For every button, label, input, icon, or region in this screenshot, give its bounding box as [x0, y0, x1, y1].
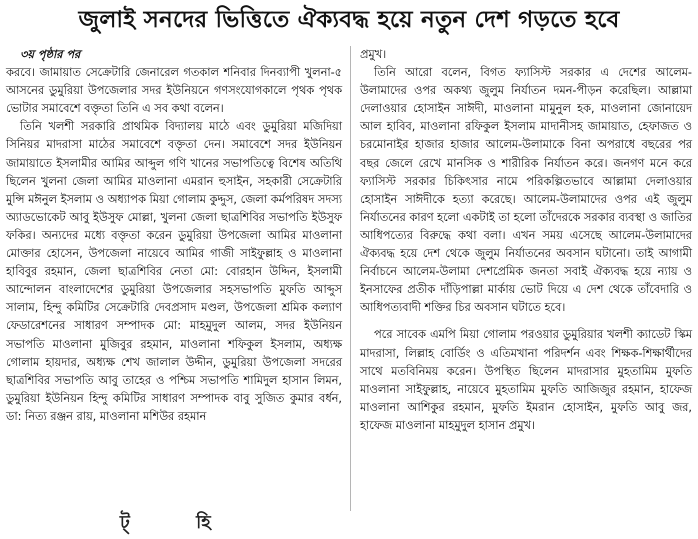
continued-from-label: ৩য় পৃষ্ঠার পর	[20, 48, 81, 61]
article-column-right	[360, 46, 692, 516]
paragraph: তিনি আরো বলেন, বিগত ফ্যাসিস্ট সরকার এ দেশের আলেম-উলামাদের ওপর অকথ্য জুলুম নির্যাতন দমন-পীড়ন করেছিল। আল্লামা দেলাওয়ার হোসাইন সাঈদী, মাওলানা মামুনুল হক, মাওলানা জোনায়েদ আল হাবিব, মাওলানা রফিকুল ইসলাম মাদানীসহ জামায়াত, হেফাজত ও চরমোনাইর হাজার হাজার আলেম-উলামাকে বিনা অপরাধে বছরের পর বছর জেলে রেখে মানসিক ও শারীরিক নির্যাতন করে। জনগণ মনে করে ফ্যাসিস্ট সরকার চিকিৎসার নামে পরিকল্পিতভাবে আল্লামা দেলাওয়ার হোসাইন সাঈদীকে হত্যা করেছে। আলেম-উলামাদের ওপর এই জুলুম নির্যাতনের কারণ হলো একটাই তা হলো তাঁদেরকে সরকার ব্যবস্থা ও জাতির আধিপত্যের বিরুদ্ধে কথা বলা। এখন সময় এসেছে আলেম-উলামাদের ঐক্যবদ্ধ হয়ে দেশ থেকে জুলুম নির্যাতনের অবসান ঘটানো। তাই আগামী নির্বাচনে আলেম-উলামা দেশপ্রেমিক জনতা সবাই ঐক্যবদ্ধ হয়ে ন্যায় ও ইনসাফের প্রতীক দাঁড়িপাল্লা মার্কায় ভোট দিয়ে এ দেশ থেকে তাঁবেদারি ও আধিপত্যবাদী শক্তির চির অবসান ঘটাতে হবে।	[360, 66, 693, 315]
paragraph: করবে। জামায়াত সেক্রেটারি জেনারেল গতকাল শনিবার দিনব্যাপী খুলনা-৫ আসনের ডুমুরিয়া উপজেলার সদর ইউনিয়নে গণসংযোগকালে পৃথক পৃথক ভোটার সমাবেশে বক্তৃতা তিনি এ সব কথা বলেন।	[6, 66, 342, 116]
headline: জুলাই সনদের ভিত্তিতে ঐক্যবদ্ধ হয়ে নতুন দেশ গড়তে হবে	[78, 7, 620, 33]
cropped-next-headline	[0, 512, 698, 533]
paragraph: পরে সাবেক এমপি মিয়া গোলাম পরওয়ার ডুমুরিয়ার খলশী ক্যাডেট স্কিম মাদরাসা, লিল্লাহ বোর্ডিং ও এতিমখানা পরিদর্শন এবং শিক্ষক-শিক্ষার্থীদের সাথে মতবিনিময় করেন। উপস্থিত ছিলেন মাদরাসার মুহতামিম মুফতি মাওলানা সাইফুল্লাহ, নায়েবে মুহতামিম মুফতি আজিজুর রহমান, হাফেজ মাওলানা আশিকুর রহমান, মুফতি ইমরান হোসাইন, মুফতি আবু জর, হাফেজ মাওলানা মাহমুদুল হাসান প্রমুখ।	[360, 328, 692, 432]
article-column-left	[6, 46, 342, 516]
paragraph: তিনি খলশী সরকারি প্রাথমিক বিদ্যালয় মাঠে এবং ডুমুরিয়া মজিদিয়া সিনিয়র মাদরাসা মাঠের সমাবেশে বক্তৃতা দেন। সমাবেশে সদর ইউনিয়ন জামায়াতে ইসলামীর আমির আব্দুল গণি খানের সভাপতিত্বে বিশেষ অতিথি ছিলেন খুলনা জেলা আমির মাওলানা এমরান হুসাইন, সহকারী সেক্রেটারি মুন্সি মঈনুল ইসলাম ও অধ্যাপক মিয়া গোলাম কুদ্দুস, জেলা কর্মপরিষদ সদস্য অ্যাডভোকেট আবু ইউসুফ মোল্লা, খুলনা জেলা ছাত্রশিবির সভাপতি ইউসুফ ফকির। অন্যদের মধ্যে বক্তৃতা করেন ডুমুরিয়া উপজেলা আমির মাওলানা মোক্তার হোসেন, উপজেলা নায়েবে আমির গাজী সাইফুল্লাহ ও মাওলানা হাবিবুর রহমান, জেলা ছাত্রশিবির নেতা মো: বোরহান উদ্দিন, ইসলামী আন্দোলন বাংলাদেশের ডুমুরিয়া উপজেলার সহসভাপতি মুফতি আব্দুস সালাম, হিন্দু কমিটির সেক্রেটারি দেবপ্রসাদ মণ্ডল, উপজেলা শ্রমিক কল্যাণ ফেডারেশনের সাধারণ সম্পাদক মো: মাহমুদুল আলম, সদর ইউনিয়ন সভাপতি মাওলানা মুজিবুর রহমান, মাওলানা শফিকুল ইসলাম, অধ্যক্ষ গোলাম হায়দার, অধ্যক্ষ শেখ জালাল উদ্দীন, ডুমুরিয়া উপজেলা সদরের ছাত্রশিবির সভাপতি আবু তাহের ও পশ্চিম সভাপতি শামিদুল হাসান লিমন, ডুমুরিয়া ইউনিয়ন হিন্দু কমিটির সাধারণ সম্পাদক বাবু সুজিত কুমার বর্ধন, ডা: নিত্য রঞ্জন রায়, মাওলানা মশিউর রহমান	[6, 120, 342, 423]
paragraph: প্রমুখ।	[360, 48, 387, 61]
column-divider	[350, 46, 351, 511]
cropped-headline-fragment: ট্ হি	[120, 512, 241, 533]
